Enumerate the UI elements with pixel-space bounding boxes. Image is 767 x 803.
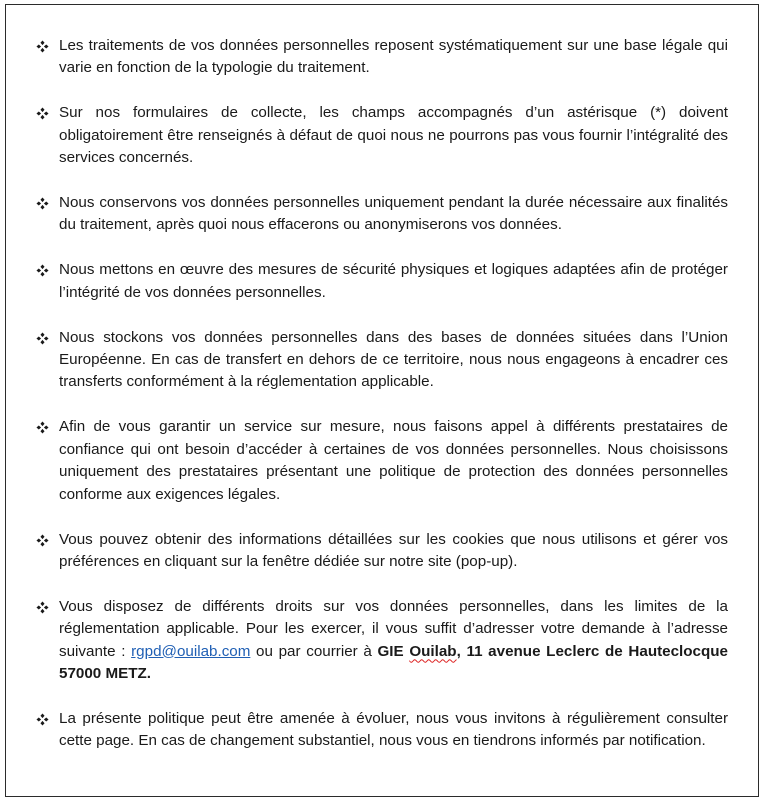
list-item: [36, 192, 728, 237]
list-item: [36, 35, 728, 80]
rights-text-before: Vous disposez de différents droits sur vos données personnelles, dans les limites de la réglementation applicable. Pour les exercer, il vous suffit d’adresser votre demande à l’adresse suivante :: [59, 597, 728, 660]
four-diamond-bullet-icon: [36, 534, 49, 547]
policy-bullet-list: [36, 35, 728, 775]
rights-list-item: [36, 596, 728, 686]
list-item: [36, 327, 728, 394]
list-item-text: La présente politique peut être amenée à évoluer, nous vous invitons à régulièrement consulter cette page. En cas de changement substantiel, nous vous en tiendrons informés par notification.: [59, 709, 728, 750]
list-item-text: Les traitements de vos données personnelles reposent systématiquement sur une base légale qui varie en fonction de la typologie du traitement.: [59, 37, 728, 77]
list-item-text: Nous mettons en œuvre des mesures de sécurité physiques et logiques adaptées afin de protéger l’intégrité de vos données personnelles.: [59, 261, 728, 301]
list-item-text: Nous stockons vos données personnelles dans des bases de données situées dans l’Union Européenne. En cas de transfert en dehors de ce territoire, nous nous engageons à encadrer ces transferts conformément à la réglementation applicable.: [59, 328, 728, 391]
list-item: [36, 708, 728, 753]
four-diamond-bullet-icon: [36, 197, 49, 210]
list-item: [36, 529, 728, 574]
four-diamond-bullet-icon: [36, 713, 49, 726]
list-item-text: Afin de vous garantir un service sur mesure, nous faisons appel à différents prestataires de confiance qui ont besoin d’accéder à certaines de vos données personnelles. Nous choisissons uniquement des prestataires présentant une politique de protection des données personnelles conforme aux exigences légales.: [59, 418, 728, 503]
list-item-text: Vous pouvez obtenir des informations détaillées sur les cookies que nous utilisons et gérer vos préférences en cliquant sur la fenêtre dédiée sur notre site (pop-up).: [59, 530, 728, 570]
four-diamond-bullet-icon: [36, 264, 49, 277]
four-diamond-bullet-icon: [36, 421, 49, 434]
document-frame: [5, 4, 759, 797]
rights-text-middle: ou par courrier à: [250, 642, 378, 660]
address-name: Ouilab: [409, 642, 457, 660]
list-item-text: Sur nos formulaires de collecte, les champs accompagnés d’un astérisque (*) doivent obligatoirement être renseignés à défaut de quoi nous ne pourrons pas vous fournir l’intégralité des services concernés.: [59, 104, 728, 167]
address-rest: , 11 avenue Leclerc de Hauteclocque 57000 METZ.: [59, 642, 729, 683]
address-prefix: GIE: [377, 642, 410, 660]
four-diamond-bullet-icon: [36, 107, 49, 120]
list-item: [36, 102, 728, 169]
four-diamond-bullet-icon: [36, 332, 49, 345]
list-item-text: Nous conservons vos données personnelles uniquement pendant la durée nécessaire aux finalités du traitement, après quoi nous effacerons ou anonymiserons vos données.: [59, 194, 728, 234]
list-item: [36, 416, 728, 506]
four-diamond-bullet-icon: [36, 40, 49, 53]
four-diamond-bullet-icon: [36, 601, 49, 614]
list-item: [36, 259, 728, 304]
email-link[interactable]: rgpd@ouilab.com: [131, 642, 251, 660]
